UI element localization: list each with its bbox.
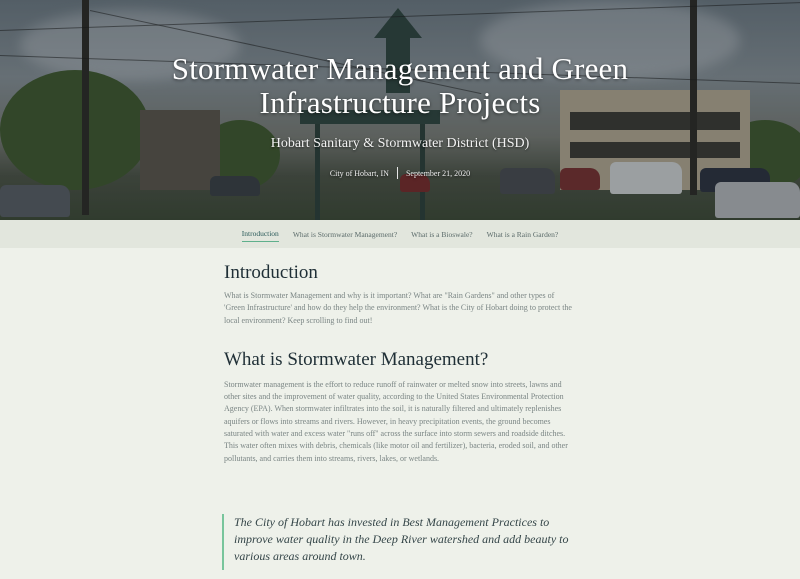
story-byline [250,166,550,180]
page-subtitle: Hobart Sanitary & Stormwater District (HSD) [270,136,530,151]
page-title: Stormwater Management and Green Infrastructure Projects [171,51,629,120]
pull-quote: The City of Hobart has invested in Best Management Practices to improve water quality in the Deep River watershed and add beauty to various areas around town. [222,514,582,570]
tab-introduction[interactable]: Introduction [242,226,279,242]
introduction-paragraph: What is Stormwater Management and why is it important? What are "Rain Gardens" and other types of 'Green Infrastructure' and how do they help the environment? What is the City of Hobart doing to protect the local environment? Keep scrolling to find out! [224,291,572,325]
tab-what-is-stormwater-management[interactable]: What is Stormwater Management? [292,229,398,239]
tab-what-is-a-rain-garden[interactable]: What is a Rain Garden? [486,229,559,239]
byline-divider [397,167,398,179]
story-content [224,262,576,465]
story-date: September 21, 2020 [405,168,471,178]
tab-what-is-a-bioswale[interactable]: What is a Bioswale? [411,229,473,239]
story-location: City of Hobart, IN [329,168,389,178]
section-heading-stormwater: What is Stormwater Management? [224,348,489,370]
section-heading-introduction: Introduction [224,262,318,283]
hero-banner [0,0,800,220]
section-navigation [0,220,800,248]
stormwater-paragraph: Stormwater management is the effort to reduce runoff of rainwater or melted snow into streets, lawns and other sites and the improvement of water quality, according to the United States Environmental Protection Agency (EPA). When stormwater infiltrates into the soil, it is naturally filtered and ultimately replenishes aquifers or flows into streams and rivers. However, in heavy precipitation events, the ground becomes saturated with water and excess water "runs off" across the surface into storm sewers and roadside ditches. This water often mixes with debris, chemicals (like motor oil and fertilizer), bacteria, eroded soil, and other pollutants, and carries them into streams, rivers, lakes, or wetlands. [224,379,568,463]
